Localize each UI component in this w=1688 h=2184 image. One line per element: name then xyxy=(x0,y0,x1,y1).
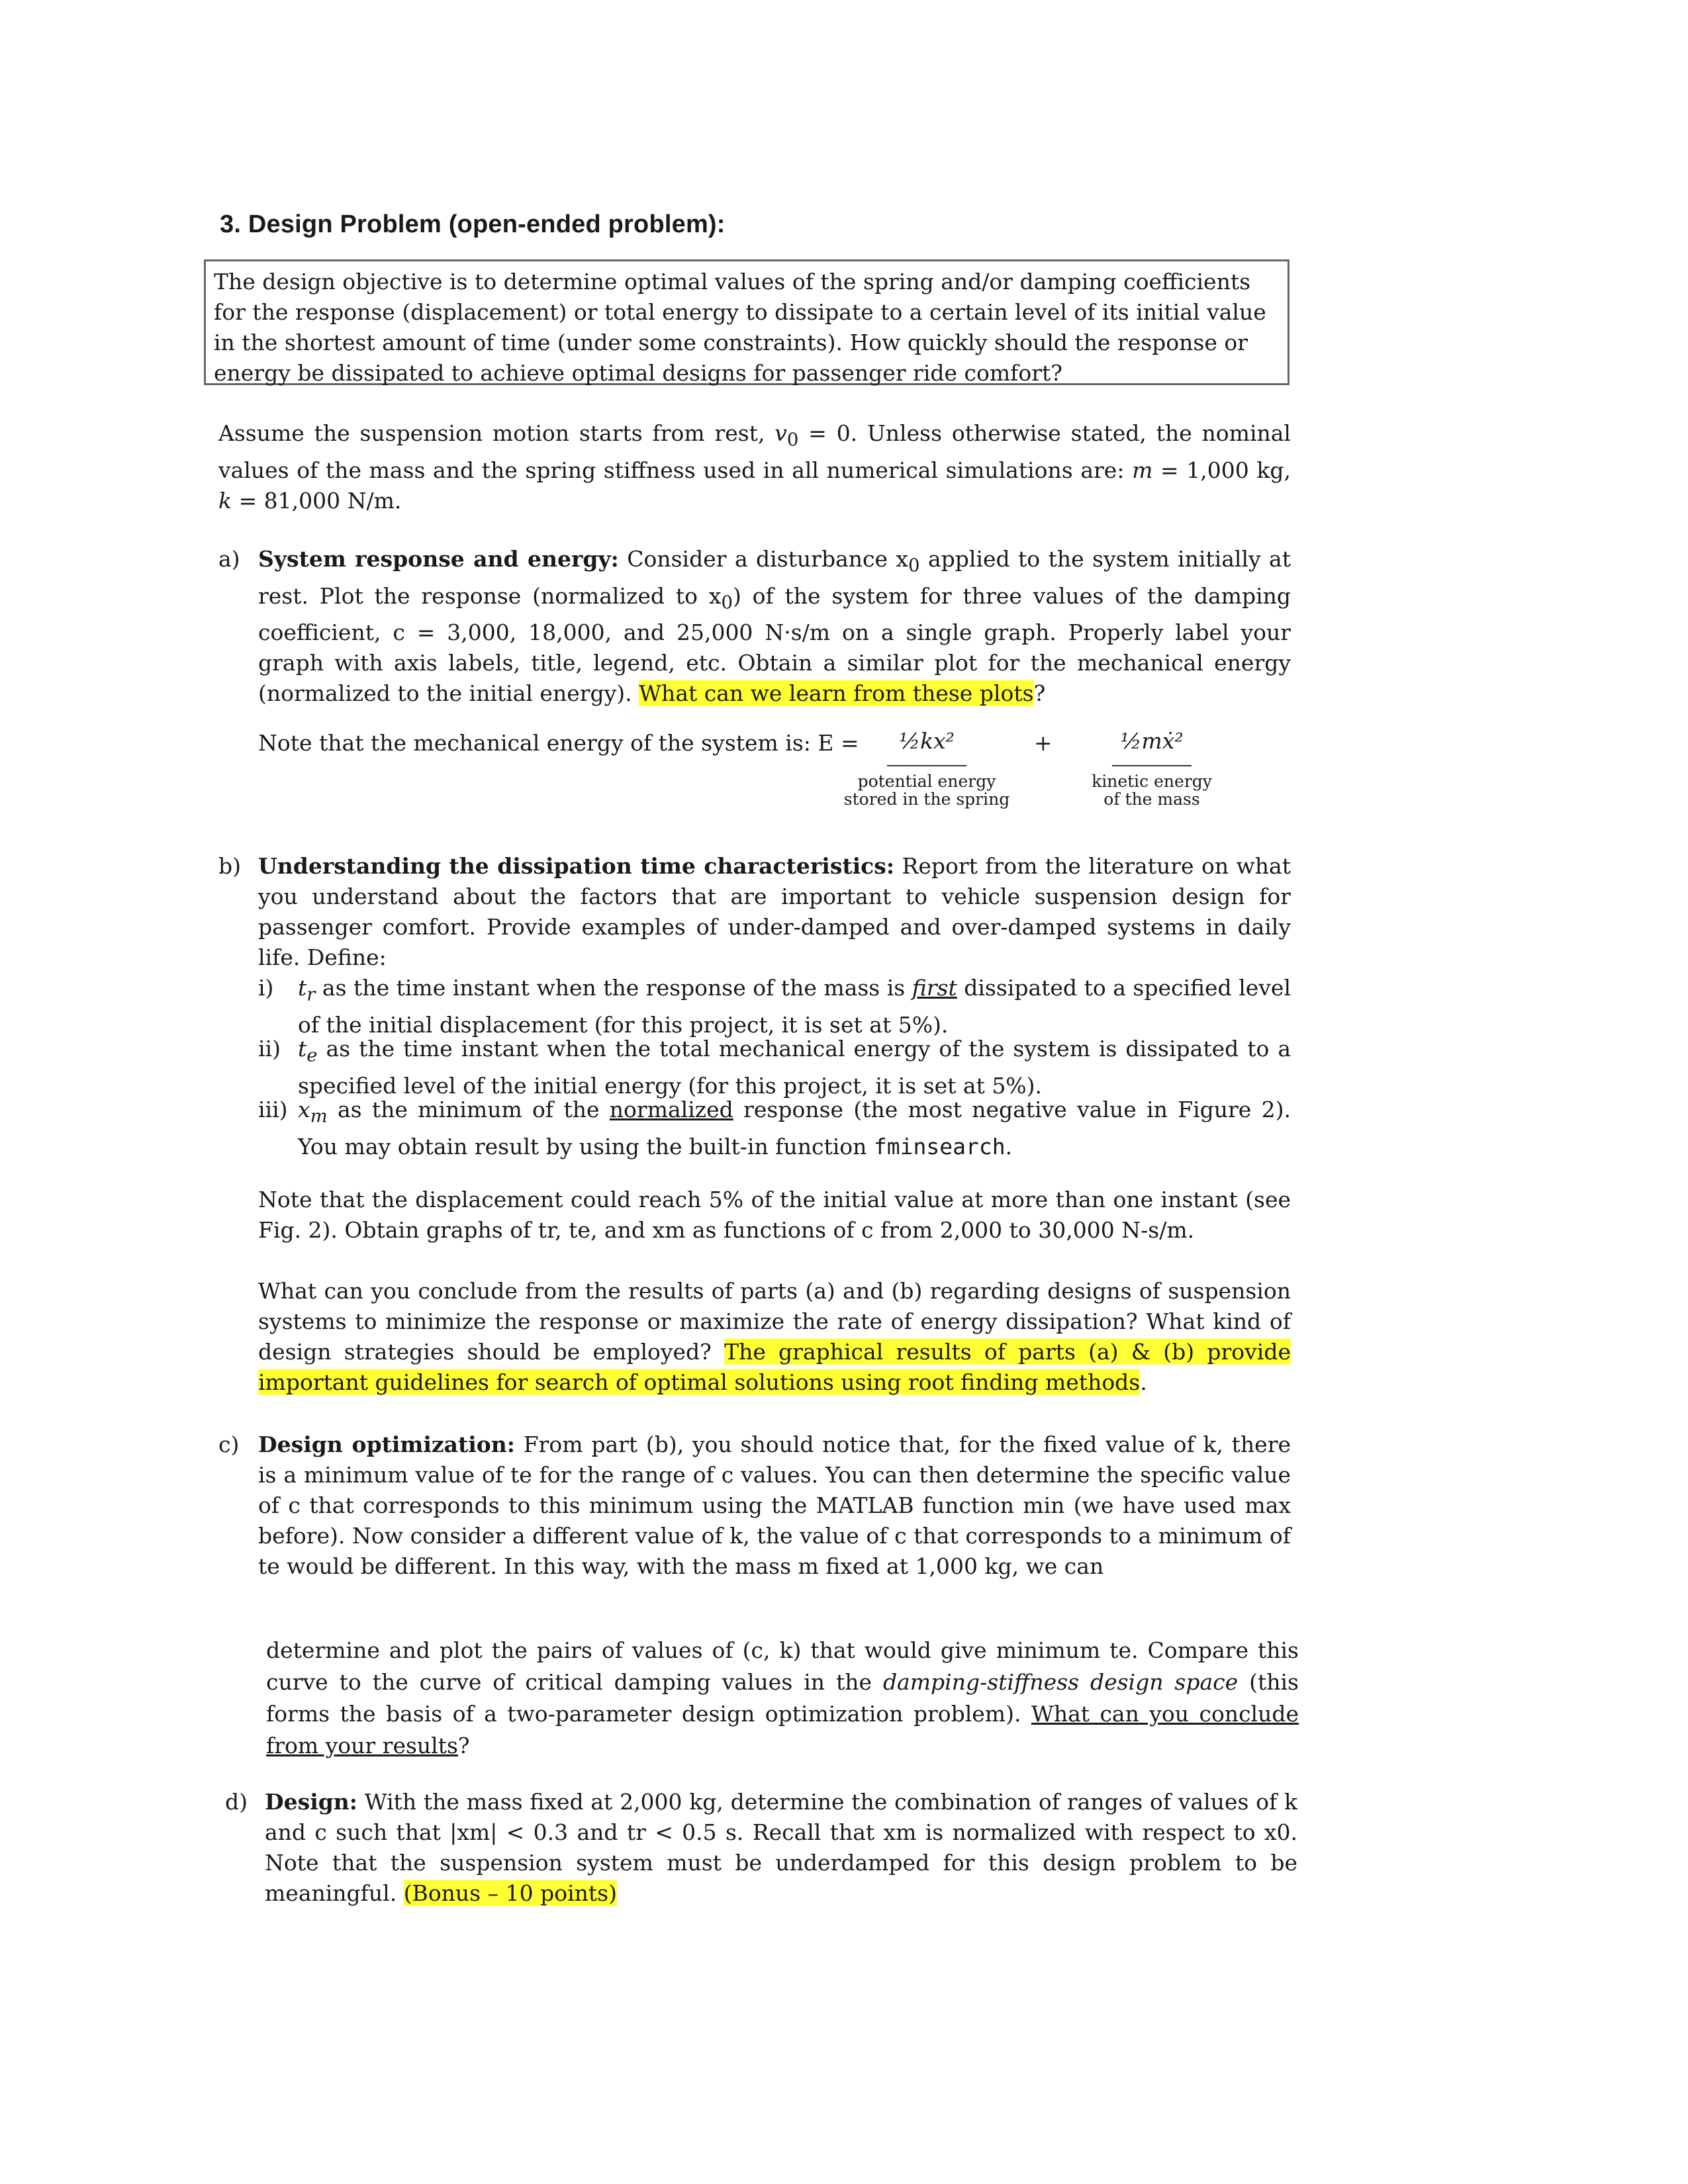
part-a-heading: System response and energy: xyxy=(258,546,619,572)
definition-ii: ii) $t_e$ as the time instant when the total mechanical energy of the system is dissipated to a specified level of the initial energy (for this project, it is set at 5%). xyxy=(258,1036,1291,1099)
part-c-continued: determine and plot the pairs of values of (c, k) that would give minimum te. Compare this curve to the curve of critical damping values in the damping-stiffness design space (this forms the basis of a two-parameter design optimization problem). What can you conclude from your results? xyxy=(266,1637,1299,1758)
part-b-label: b) xyxy=(218,853,241,879)
part-d: d) Design: With the mass fixed at 2,000 kg, determine the combination of ranges of values of k and c such that |xm| < 0.3 and tr < 0.5 s. Recall that xm is normalized with respect to x0. Note that the suspension system must be underdamped for this design problem to be meaningful. (Bonus – 10 points) xyxy=(225,1787,1297,1909)
part-a: a) System response and energy: Consider a disturbance $x_0$ applied to the system initially at rest. Plot the response (normalized to $x_0$) of the system for three values of the damping coefficient, c = 3,000, 18,000, and 25,000 N·s/m on a single graph. Properly label your graph with axis labels, title, legend, etc. Obtain a similar plot for the mechanical energy (normalized to the initial energy). What can we learn from these plots? xyxy=(218,544,1291,709)
fminsearch-code: fminsearch xyxy=(873,1133,1006,1160)
objective-box: The design objective is to determine optimal values of the spring and/or damping coefficients for the response (displacement) or total energy to dissipate to a certain level of its initial value in the shortest amount of time (under some constraints). How quickly should the response or energy be dissipated to achieve optimal designs for passenger ride comfort? xyxy=(204,259,1289,385)
part-d-label: d) xyxy=(225,1789,248,1815)
definition-i: i) $t_r$ as the time instant when the response of the mass is first dissipated to a specified level of the initial displacement (for this project, it is set at 5%). xyxy=(258,975,1291,1038)
part-c-label: c) xyxy=(218,1432,240,1457)
part-c-heading: Design optimization: xyxy=(258,1432,515,1457)
part-b-conclusion: What can you conclude from the results of parts (a) and (b) regarding designs of suspension systems to minimize the response or maximize the rate of energy dissipation? What kind of design strategies should be employed? The graphical results of parts (a) & (b) provide important guidelines for search of optimal solutions using root finding methods. xyxy=(258,1278,1291,1395)
part-b-heading: Understanding the dissipation time characteristics: xyxy=(258,853,895,879)
definition-iii: iii) $x_m$ as the minimum of the normalized response (the most negative value in Figure 2). You may obtain result by using the built-in function fminsearch. xyxy=(258,1097,1291,1160)
assumption-paragraph: Assume the suspension motion starts from rest, $v_0 = 0$. Unless otherwise stated, the nominal values of the mass and the spring stiffness used in all numerical simulations are: m = 1,000 kg, k = 81,000 N/m. xyxy=(218,420,1291,514)
energy-equation: Note that the mechanical energy of the system is: E = ½kx² potential energy stored in the spring + ½mẋ² kinetic energy of the mass xyxy=(258,728,1198,821)
kinetic-energy-term: ½mẋ² kinetic energy of the mass xyxy=(1092,728,1212,809)
part-a-highlight: What can we learn from these plots xyxy=(639,680,1034,707)
part-c: c) Design optimization: From part (b), you should notice that, for the fixed value of k, there is a minimum value of te for the range of c values. You can then determine the specific value of c that corresponds to this minimum using the MATLAB function min (we have used max before). Now consider a different value of k, the value of c that corresponds to a minimum of te would be different. In this way, with the mass m fixed at 1,000 kg, we can xyxy=(218,1430,1291,1582)
bonus-highlight: (Bonus – 10 points) xyxy=(403,1880,617,1906)
part-b-highlight: The graphical results of parts (a) & (b) provide important guidelines for search of optimal solutions using root finding methods xyxy=(258,1339,1291,1395)
section-title: 3. Design Problem (open-ended problem): xyxy=(220,210,726,238)
potential-energy-term: ½kx² potential energy stored in the spring xyxy=(843,728,1010,809)
part-b-note: Note that the displacement could reach 5% of the initial value at more than one instant (see Fig. 2). Obtain graphs of tr, te, and xm as functions of c from 2,000 to 30,000 N-s/m. xyxy=(258,1187,1291,1243)
part-b: b) Understanding the dissipation time characteristics: Report from the literature on what you understand about the factors that are important to vehicle suspension design for passenger comfort. Provide examples of under-damped and over-damped systems in daily life. Define: xyxy=(218,851,1291,973)
part-a-label: a) xyxy=(218,546,240,572)
part-d-heading: Design: xyxy=(265,1789,357,1815)
